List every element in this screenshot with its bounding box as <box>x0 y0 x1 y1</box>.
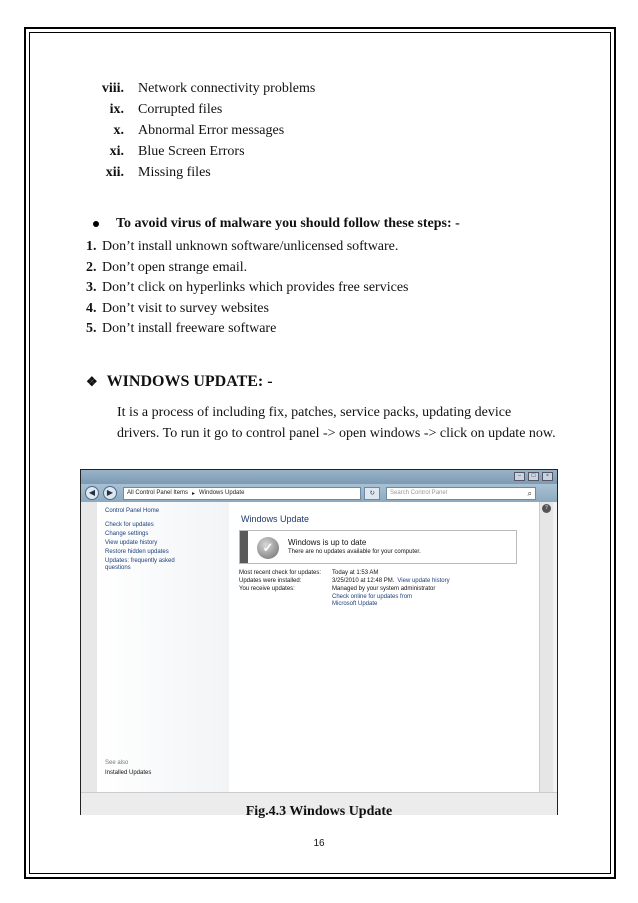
symptom-list <box>92 78 512 183</box>
change-settings-link[interactable]: Change settings <box>105 531 149 537</box>
list-number: viii. <box>101 80 124 96</box>
list-text: Missing files <box>138 164 211 180</box>
step-text: Don’t click on hyperlinks which provides free services <box>102 280 409 296</box>
info-row <box>239 586 529 594</box>
list-item <box>92 120 512 141</box>
status-bar <box>240 531 248 563</box>
list-item <box>86 299 566 320</box>
window-left-edge <box>81 502 97 792</box>
step-text: Don’t open strange email. <box>102 259 248 275</box>
section-heading <box>86 373 273 391</box>
list-number: xii. <box>105 164 124 180</box>
info-label: You receive updates: <box>239 586 295 592</box>
faq-link[interactable]: Updates: frequently asked <box>105 558 175 564</box>
list-number: x. <box>113 122 124 138</box>
step-number: 4. <box>86 300 97 316</box>
refresh-icon[interactable]: ↻ <box>364 487 380 500</box>
info-label: Most recent check for updates: <box>239 570 322 576</box>
step-number: 2. <box>86 259 97 275</box>
main-title: Windows Update <box>241 514 310 524</box>
windows-update-screenshot <box>80 469 558 815</box>
list-text: Corrupted files <box>138 101 223 117</box>
status-title: Windows is up to date <box>288 538 367 547</box>
list-text: Network connectivity problems <box>138 80 316 96</box>
restore-hidden-updates-link[interactable]: Restore hidden updates <box>105 549 169 555</box>
address-bar <box>81 484 557 502</box>
address-field[interactable] <box>123 487 361 500</box>
shield-check-icon: ✓ <box>257 537 279 559</box>
close-icon[interactable]: × <box>542 472 553 481</box>
view-history-link[interactable]: View update history <box>397 578 450 584</box>
info-row <box>239 578 529 586</box>
list-item <box>92 162 512 183</box>
steps-list <box>86 237 566 340</box>
steps-heading-text: To avoid virus of malware you should follow these steps: - <box>116 216 460 231</box>
info-value: Today at 1:53 AM <box>332 570 379 576</box>
page-number: 16 <box>313 838 325 849</box>
window-titlebar <box>81 470 557 484</box>
installed-updates-link[interactable]: Installed Updates <box>105 770 152 776</box>
control-panel-home-link[interactable]: Control Panel Home <box>105 508 160 514</box>
info-value: 3/25/2010 at 12:48 PM. <box>332 578 395 584</box>
status-subtitle: There are no updates available for your computer. <box>288 549 421 555</box>
list-number: xi. <box>109 143 124 159</box>
list-item <box>86 319 566 340</box>
faq-link-continued[interactable]: questions <box>105 565 131 571</box>
list-item <box>86 258 566 279</box>
list-item <box>92 141 512 162</box>
search-input[interactable] <box>386 487 536 500</box>
main-pane <box>229 502 539 792</box>
step-number: 1. <box>86 239 97 255</box>
forward-icon[interactable]: ▶ <box>103 486 117 500</box>
back-icon[interactable]: ◀ <box>85 486 99 500</box>
figure-caption <box>0 804 638 820</box>
breadcrumb-item[interactable]: All Control Panel Items <box>127 490 189 496</box>
list-item <box>86 278 566 299</box>
check-online-link[interactable]: Check online for updates from Microsoft Update <box>332 594 413 607</box>
list-item <box>92 78 512 99</box>
caption-text: Fig.4.3 Windows Update <box>245 804 393 819</box>
list-number: ix. <box>109 101 124 117</box>
see-also-label: See also <box>105 760 129 766</box>
diamond-bullet-icon: ❖ <box>86 374 98 389</box>
check-for-updates-link[interactable]: Check for updates <box>105 522 154 528</box>
steps-heading <box>86 216 460 232</box>
section-title: WINDOWS UPDATE: - <box>106 373 273 390</box>
info-row <box>239 570 529 578</box>
task-pane <box>97 502 229 792</box>
search-placeholder: Search Control Panel <box>390 489 448 496</box>
step-number: 3. <box>86 280 97 296</box>
status-panel <box>239 530 517 564</box>
maximize-icon[interactable]: □ <box>528 472 539 481</box>
info-value: Managed by your system administrator <box>332 586 436 592</box>
list-text: Abnormal Error messages <box>138 122 285 138</box>
update-info <box>239 570 529 608</box>
list-text: Blue Screen Errors <box>138 143 245 159</box>
search-icon[interactable]: ⌕ <box>527 488 532 498</box>
breadcrumb-item[interactable]: Windows Update <box>199 490 245 496</box>
help-icon[interactable]: ? <box>542 504 551 513</box>
minimize-icon[interactable]: – <box>514 472 525 481</box>
section-body: It is a process of including fix, patches, service packs, updating device drivers. To run it go to control panel -> open windows -> click on update now. <box>117 405 556 441</box>
step-text: Don’t visit to survey websites <box>102 300 269 316</box>
info-label: Updates were installed: <box>239 578 302 584</box>
step-number: 5. <box>86 321 97 337</box>
view-update-history-link[interactable]: View update history <box>105 540 158 546</box>
step-text: Don’t install unknown software/unlicensed software. <box>102 239 399 255</box>
list-item <box>92 99 512 120</box>
scrollbar[interactable] <box>539 502 553 792</box>
breadcrumb-separator-icon: ▸ <box>192 490 196 497</box>
window-controls <box>514 472 553 481</box>
bullet-icon <box>93 221 99 227</box>
list-item <box>86 237 566 258</box>
step-text: Don’t install freeware software <box>102 321 277 337</box>
